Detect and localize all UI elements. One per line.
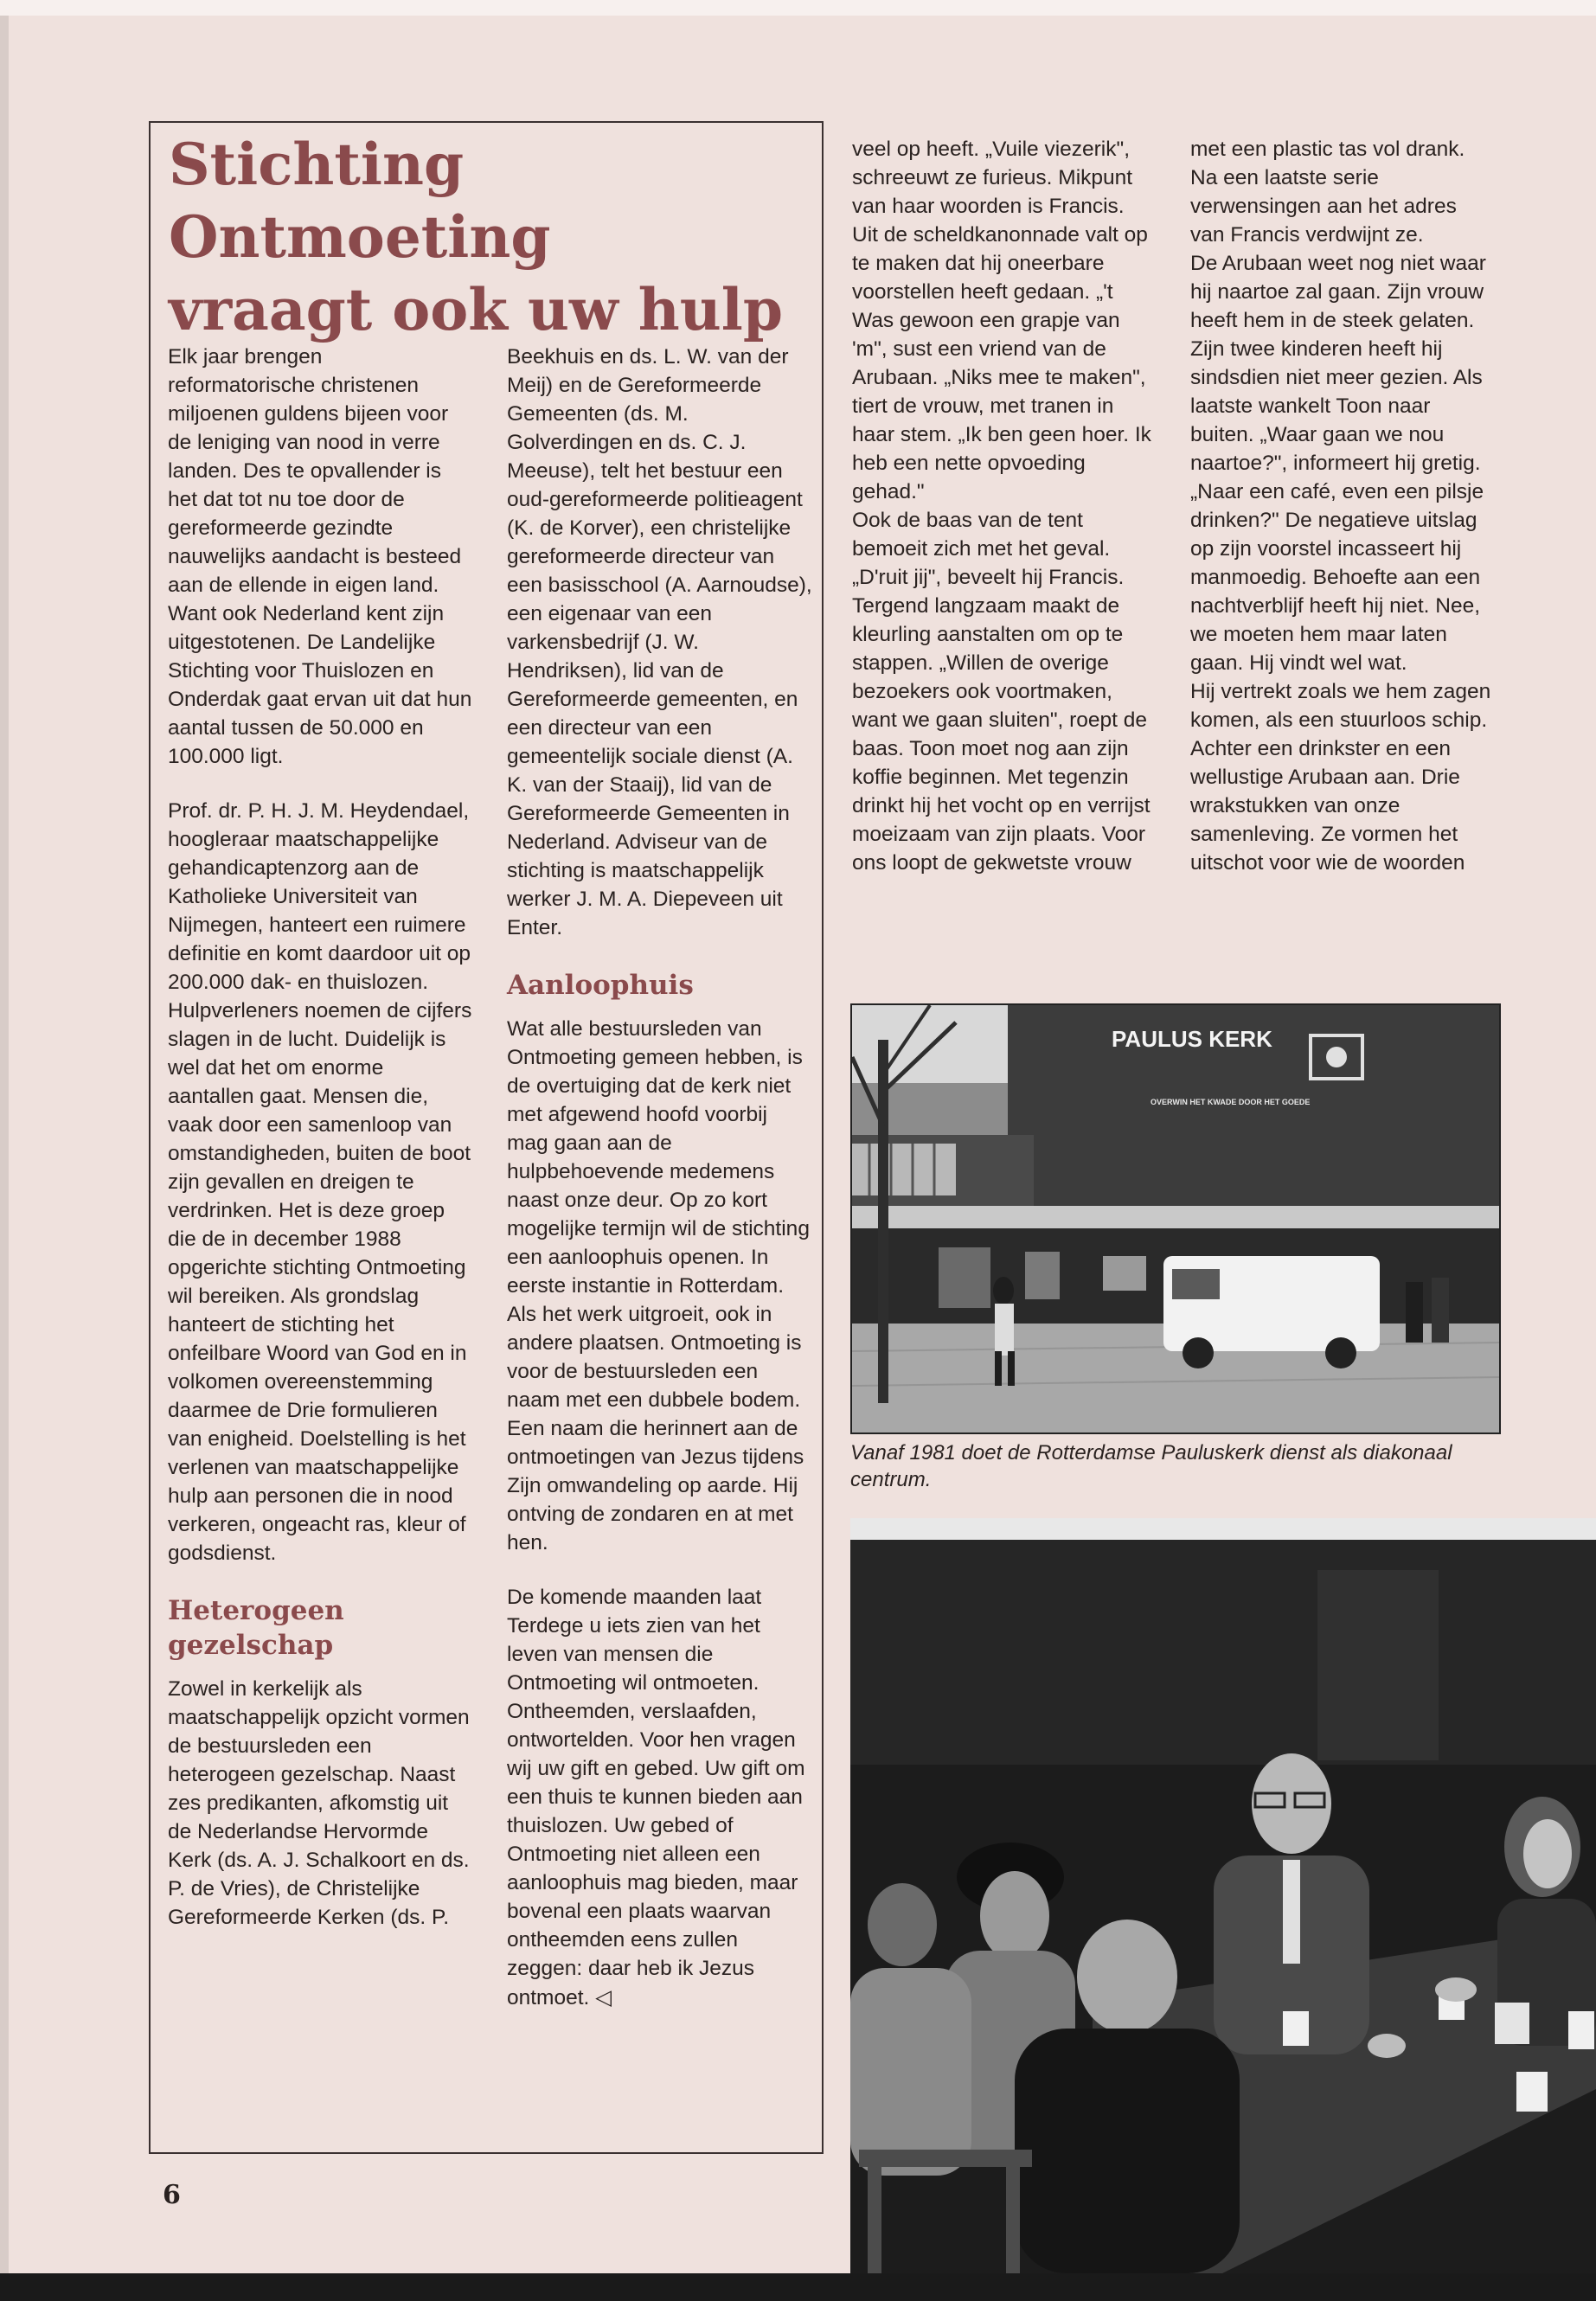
paragraph: Hij vertrekt zoals we hem zagen komen, als een stuurloos schip. Achter een drinkster en een wellustige Arubaan aan. Drie wrakstukken van onze samenleving. Ze vormen het uitschot voor wie de woorden bbox=[1190, 680, 1491, 875]
paragraph-text: De komende maanden laat Terdege u iets zien van het leven van mensen die Ontmoeting wil ontmoeten. Ontheemden, verslaafden, ontwortelden. Voor hen vragen wij uw gift en gebed. Uw gift om een thuis te kunnen bieden aan thuislozen. Uw gebed of Ontmoeting niet alleen een aanloophuis mag bieden, maar bovenal een plaats waarvan ontheemden eens zullen zeggen: daar heb ik Jezus ontmoet. bbox=[507, 1586, 805, 2009]
article-title bbox=[169, 128, 809, 346]
text-column-1 bbox=[168, 343, 475, 1932]
text-column-4 bbox=[1190, 135, 1495, 877]
cafe-photo bbox=[850, 1518, 1596, 2273]
paragraph: Wat alle bestuursleden van Ontmoeting gemeen hebben, is de overtuiging dat de kerk niet met afgewend hoofd voorbij mag gaan aan de hulpbehoevende medemens naast onze deur. Op zo kort mogelijke termijn wil de stichting een aanloophuis openen. In eerste instantie in Rotterdam. Als het werk uitgroeit, ook in andere plaatsen. Ontmoeting is voor de bestuursleden een naam met een dubbele bodem. Een naam die herinnert aan de ontmoetingen van Jezus tijdens Zijn omwandeling op aarde. Hij ontving de zondaren en at met hen. bbox=[507, 1017, 810, 1554]
paragraph: met een plastic tas vol drank. Na een laatste serie verwensingen aan het adres van Francis verdwijnt ze. bbox=[1190, 138, 1465, 247]
text-column-2 bbox=[507, 343, 814, 2012]
section-heading: Heterogeen gezelschap bbox=[168, 1595, 344, 1661]
end-of-article-icon: ◁ bbox=[595, 1984, 612, 2009]
text-column-3 bbox=[852, 135, 1155, 877]
page-top-edge bbox=[0, 0, 1596, 16]
paragraph: Hulpverleners noemen de cijfers slagen in de lucht. Duidelijk is wel dat het om enorme aantallen gaat. Mensen die, vaak door een samenloop van omstandigheden, buiten de boot zijn gevallen en dreigen te verdrinken. Het is deze groep die de in december 1988 opgerichte stichting Ontmoeting wil bereiken. Als grondslag hanteert de stichting het onfeilbare Woord van God en in volkomen overeenstemming daarmee de Drie formulieren van enigheid. Doelstelling is het verlenen van maatschappelijke hulp aan personen die in nood verkeren, ongeacht ras, kleur of godsdienst. bbox=[168, 999, 472, 1565]
title-line-2: vraagt ook uw hulp bbox=[169, 276, 783, 343]
paragraph: Prof. dr. P. H. J. M. Heydendael, hoogleraar maatschappelijke gehandicaptenzorg aan de Katholieke Universiteit van Nijmegen, hanteert een ruimere definitie en komt daardoor uit op 200.000 dak- en thuislozen. bbox=[168, 799, 471, 994]
paragraph: Elk jaar brengen reformatorische christenen miljoenen guldens bijeen voor de leniging van nood in verre landen. Des te opvallender is het dat tot nu toe door de gereformeerde gezindte nauwelijks aandacht is besteed aan de ellende in eigen land. Want ook Nederland kent zijn uitgestotenen. De Landelijke Stichting voor Thuislozen en Onderdak gaat ervan uit dat hun aantal tussen de 50.000 en 100.000 ligt. bbox=[168, 345, 472, 768]
paragraph bbox=[507, 1583, 814, 2012]
paragraph: Ook de baas van de tent bemoeit zich met het geval. „D'ruit jij", beveelt hij Francis. Tergend langzaam maakt de kleurling aanstalten om op te stappen. „Willen de overige bezoekers ook voortmaken, want we gaan sluiten", roept de baas. Toon moet nog aan zijn koffie beginnen. Met tegenzin drinkt hij het vocht op en verrijst moeizaam van zijn plaats. Voor ons loopt de gekwetste vrouw bbox=[852, 509, 1151, 875]
church-photo bbox=[850, 1003, 1501, 1434]
paragraph: veel op heeft. „Vuile viezerik", schreeuwt ze furieus. Mikpunt van haar woorden is Francis. Uit de scheldkanonnade valt op te maken dat hij oneerbare voorstellen heeft gedaan. „'t Was gewoon een grapje van 'm", sust een vriend van de Arubaan. „Niks mee te maken", tiert de vrouw, met tranen in haar stem. „Ik ben geen hoer. Ik heb een nette opvoeding gehad." bbox=[852, 138, 1151, 503]
page-bottom-edge bbox=[0, 2273, 1596, 2301]
paragraph: De Arubaan weet nog niet waar hij naartoe zal gaan. Zijn vrouw heeft hem in de steek gelaten. Zijn twee kinderen heeft hij sindsdien niet meer gezien. Als laatste wankelt Toon naar buiten. „Waar gaan we nou naartoe?", informeert hij gretig. „Naar een café, even een pilsje drinken?" De negatieve uitslag op zijn voorstel incasseert hij manmoedig. Behoefte aan een nachtverblijf heeft hij niet. Nee, we moeten hem maar laten gaan. Hij vindt wel wat. bbox=[1190, 252, 1486, 675]
church-sign-name: PAULUS KERK bbox=[1112, 1026, 1272, 1052]
paragraph: Beekhuis en ds. L. W. van der Meij) en de Gereformeerde Gemeenten (ds. M. Golverdingen en ds. C. J. Meeuse), telt het bestuur een oud-gereformeerde politieagent (K. de Korver), een christelijke gereformeerde directeur van een basisschool (A. Aarnoudse), een eigenaar van een varkensbedrijf (J. W. Hendriksen), lid van de Gereformeerde gemeenten, en een directeur van een gemeentelijk sociale dienst (A. K. van der Staaij), lid van de Gereformeerde Gemeenten in Nederland. Adviseur van de stichting is maatschappelijk werker J. M. A. Diepeveen uit Enter. bbox=[507, 345, 812, 939]
paragraph: Zowel in kerkelijk als maatschappelijk opzicht vormen de bestuursleden een heterogeen gezelschap. Naast zes predikanten, afkomstig uit de Nederlandse Hervormde Kerk (ds. A. J. Schalkoort en ds. P. de Vries), de Christelijke Gereformeerde Kerken (ds. P. bbox=[168, 1677, 470, 1929]
page-left-edge bbox=[0, 16, 9, 2273]
photo-caption: Vanaf 1981 doet de Rotterdamse Pauluskerk dienst als diakonaal centrum. bbox=[850, 1441, 1452, 1491]
page-number: 6 bbox=[163, 2180, 181, 2210]
church-sign-motto: OVERWIN HET KWADE DOOR HET GOEDE bbox=[1151, 1098, 1311, 1106]
title-line-1: Stichting Ontmoeting bbox=[169, 131, 551, 271]
section-heading: Aanloophuis bbox=[507, 970, 694, 1001]
